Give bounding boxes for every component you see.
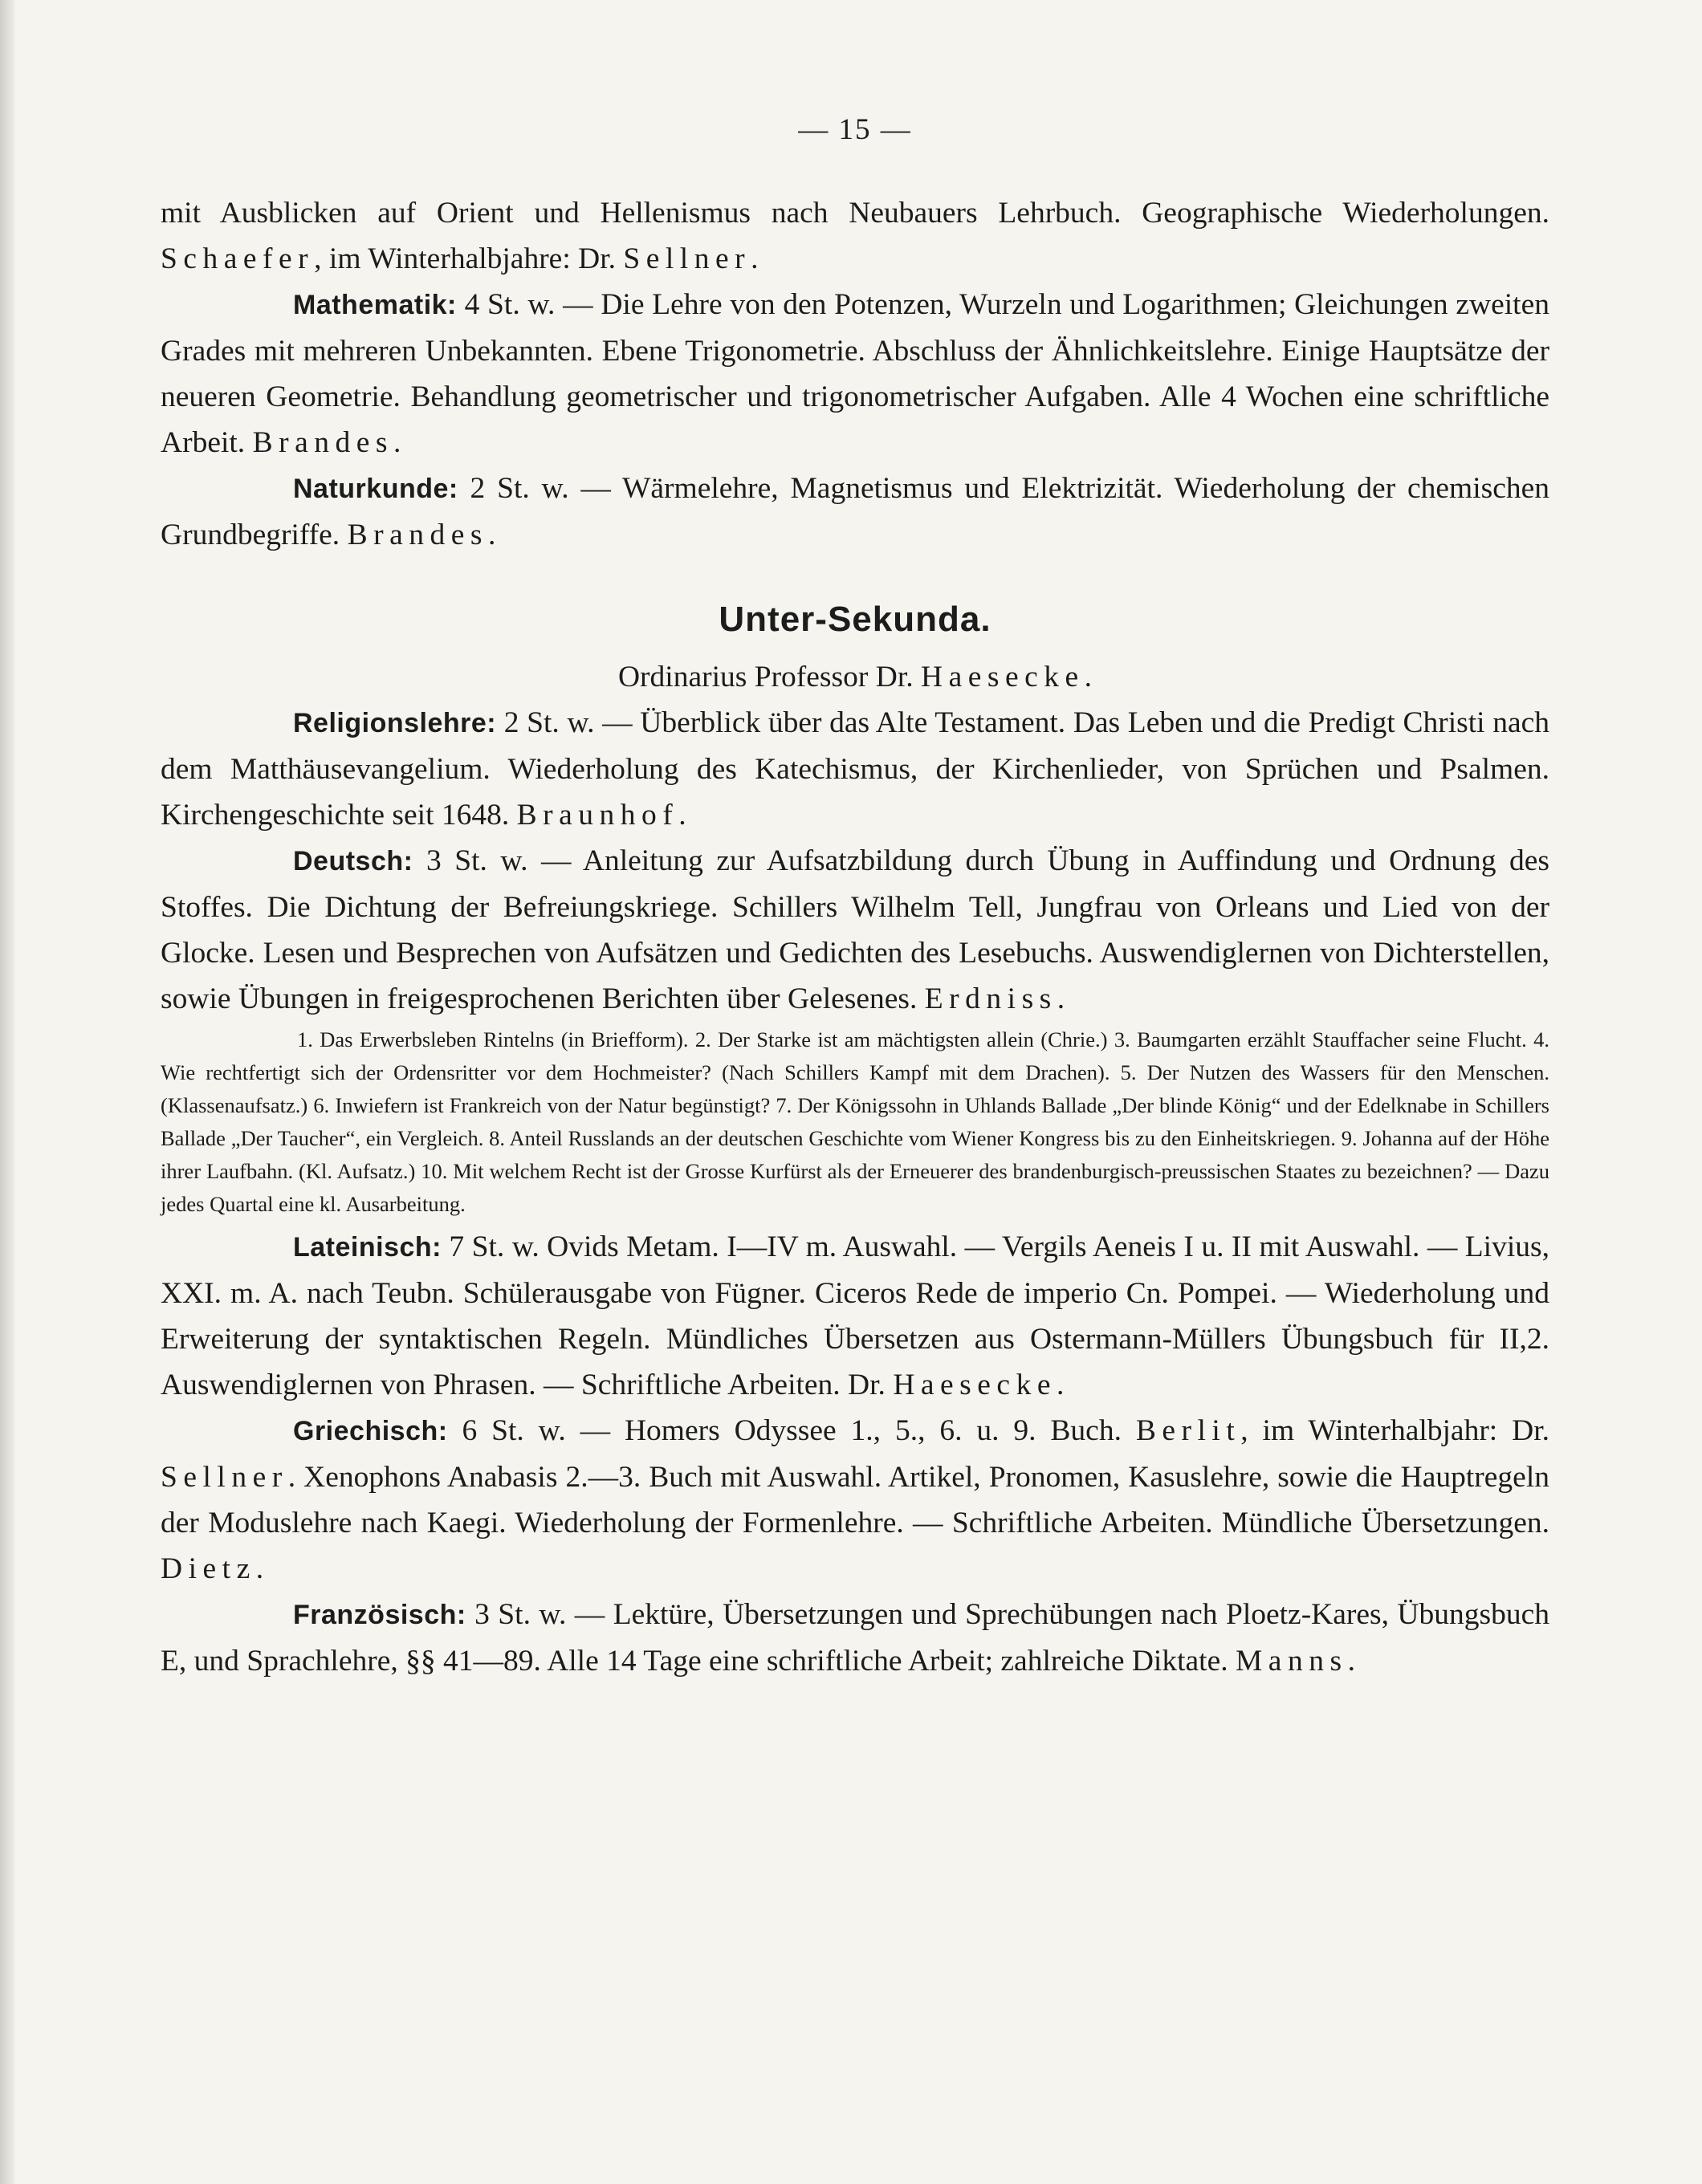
essay-themes-text: 1. Das Erwerbsleben Rintelns (in Briefform). 2. Der Starke ist am mächtigsten allein (Chrie.) 3. Baumgarten erzählt Stauffacher seine Flucht. 4. Wie rechtfertigt sich der Ordensritter vor dem Hochmeister? (Nach Schillers Kampf mit dem Drachen). 5. Der Nutzen des Wassers für den Menschen. (Klassenaufsatz.) 6. Inwiefern ist Frankreich von der Natur begünstigt? 7. Der Königssohn in Uhlands Ballade „Der blinde König“ und der Edelknabe in Schillers Ballade „Der Taucher“, ein Vergleich. 8. Anteil Russlands an der deutschen Geschichte vom Wiener Kongress bis zu den Einheitskriegen. 9. Johanna auf der Höhe ihrer Laufbahn. (Kl. Aufsatz.) 10. Mit welchem Recht ist der Grosse Kurfürst als der Erneuerer des brandenburgisch-preussischen Staates zu bezeichnen? — Dazu jedes Quartal eine kl. Ausarbeitung. [161, 1027, 1549, 1216]
teacher-name: Schaefer [161, 242, 315, 275]
essay-themes [161, 1023, 1549, 1221]
subject-text: 2 St. w. — Überblick über das Alte Testament. Das Leben und die Predigt Christi nach dem Matthäusevangelium. Wiederholung des Katechismus, der Kirchenlieder, von Sprüchen und Psalmen. Kirchengeschichte seit 1648. [161, 706, 1549, 832]
subject-lateinisch: Lateinisch: 7 St. w. Ovids Metam. I—IV m. Auswahl. — Vergils Aeneis I u. II mit Auswahl. — Livius, XXI. m. A. nach Teubn. Schülerausgabe von Fügner. Ciceros Rede de imperio Cn. Pompei. — Wiederholung und Erweiterung der syntaktischen Regeln. Mündliches Übersetzen aus Ostermann-Müllers Übungsbuch für II,2. Auswendiglernen von Phrasen. — Schriftliche Arbeiten. Dr. Haesecke. [161, 1230, 1549, 1401]
teacher-name: Braunhof [516, 799, 679, 832]
subject-label: Religionslehre: [293, 708, 497, 738]
teacher-name: Sellner [161, 1461, 288, 1494]
subject-text: 3 St. w. — Anleitung zur Aufsatzbildung durch Übung in Auffindung und Ordnung des Stoffes. Die Dichtung der Befreiungskriege. Schillers Wilhelm Tell, Jungfrau von Orleans und Lied von der Glocke. Lesen und Besprechen von Aufsätzen und Gedichten des Lesebuchs. Auswendiglernen von Dichterstellen, sowie Übungen in freigesprochenen Berichten über Gelesenes. [161, 844, 1549, 1015]
teacher-name: Haesecke [893, 1369, 1057, 1401]
subject-naturkunde: Naturkunde: 2 St. w. — Wärmelehre, Magnetismus und Elektrizität. Wiederholung der chemischen Grundbegriffe. Brandes. [161, 472, 1549, 551]
section-title: Unter-Sekunda. [719, 600, 991, 639]
scan-edge [0, 0, 14, 2184]
teacher-name: Sellner [623, 242, 751, 275]
subject-label: Französisch: [293, 1600, 466, 1630]
subject-text: 2 St. w. — Wärmelehre, Magnetismus und Elektrizität. Wiederholung der chemischen Grundbegriffe. [161, 472, 1549, 551]
intro-text: mit Ausblicken auf Orient und Hellenismus nach Neubauers Lehrbuch. Geographische Wiederholungen. [161, 197, 1549, 230]
subject-griechisch: Griechisch: 6 St. w. — Homers Odyssee 1., 5., 6. u. 9. Buch. Berlit, im Winterhalbjahr: Dr. Sellner. Xenophons Anabasis 2.—3. Buch mit Auswahl. Artikel, Pronomen, Kasuslehre, sowie die Hauptregeln der Moduslehre nach Kaegi. Wiederholung der Formenlehre. — Schriftliche Arbeiten. Mündliche Übersetzungen. Dietz. [161, 1414, 1549, 1585]
subject-religionslehre: Religionslehre: 2 St. w. — Überblick über das Alte Testament. Das Leben und die Predigt Christi nach dem Matthäusevangelium. Wiederholung des Katechismus, der Kirchenlieder, von Sprüchen und Psalmen. Kirchengeschichte seit 1648. Braunhof. [161, 706, 1549, 832]
subject-franzoesisch: Französisch: 3 St. w. — Lektüre, Übersetzungen und Sprechübungen nach Ploetz-Kares, Übungsbuch E, und Sprachlehre, §§ 41—89. Alle 14 Tage eine schriftliche Arbeit; zahlreiche Diktate. Manns. [161, 1598, 1549, 1678]
teacher-name: Dietz [161, 1552, 256, 1585]
subject-label: Lateinisch: [293, 1232, 442, 1263]
subject-text: 6 St. w. — Homers Odyssee 1., 5., 6. u. 9. Buch. [447, 1414, 1136, 1447]
teacher-name: Brandes [347, 519, 488, 551]
teacher-name: Berlit [1135, 1414, 1241, 1447]
subject-label: Mathematik: [293, 290, 457, 320]
teacher-name: Erdniss [924, 982, 1057, 1015]
subject-text: 4 St. w. — Die Lehre von den Potenzen, Wurzeln und Logarithmen; Gleichungen zweiten Grades mit mehreren Unbekannten. Ebene Trigonometrie. Abschluss der Ähnlichkeitslehre. Einige Hauptsätze der neueren Geometrie. Behandlung geometrischer und trigonometrischer Aufgaben. Alle 4 Wochen eine schriftliche Arbeit. [161, 288, 1549, 459]
subject-text: 3 St. w. — Lektüre, Übersetzungen und Sprechübungen nach Ploetz-Kares, Übungsbuch E, und Sprachlehre, §§ 41—89. Alle 14 Tage eine schriftliche Arbeit; zahlreiche Diktate. [161, 1598, 1549, 1678]
ordinarius-line: Ordinarius Professor Dr. Haesecke. [617, 661, 1093, 693]
subject-text: 7 St. w. Ovids Metam. I—IV m. Auswahl. — Vergils Aeneis I u. II mit Auswahl. — Livius, XXI. m. A. nach Teubn. Schülerausgabe von Fügner. Ciceros Rede de imperio Cn. Pompei. — Wiederholung und Erweiterung der syntaktischen Regeln. Mündliches Übersetzen aus Ostermann-Müllers Übungsbuch für II,2. Auswendiglernen von Phrasen. — Schriftliche Arbeiten. Dr. [161, 1230, 1549, 1401]
teacher-name: Brandes [252, 426, 393, 459]
subject-deutsch: Deutsch: 3 St. w. — Anleitung zur Aufsatzbildung durch Übung in Auffindung und Ordnung des Stoffes. Die Dichtung der Befreiungskriege. Schillers Wilhelm Tell, Jungfrau von Orleans und Lied von der Glocke. Lesen und Besprechen von Aufsätzen und Gedichten des Lesebuchs. Auswendiglernen von Dichterstellen, sowie Übungen in freigesprochenen Berichten über Gelesenes. Erdniss. [161, 844, 1549, 1015]
teacher-name: Manns [1235, 1645, 1348, 1678]
subject-label: Deutsch: [293, 846, 413, 876]
intro-paragraph: mit Ausblicken auf Orient und Hellenismus nach Neubauers Lehrbuch. Geographische Wiederholungen. Schaefer, im Winterhalbjahre: Dr. Sellner. [161, 197, 1549, 275]
subject-label: Griechisch: [293, 1416, 448, 1446]
subject-label: Naturkunde: [293, 474, 458, 504]
subject-mathematik: Mathematik: 4 St. w. — Die Lehre von den Potenzen, Wurzeln und Logarithmen; Gleichungen zweiten Grades mit mehreren Unbekannten. Ebene Trigonometrie. Abschluss der Ähnlichkeitslehre. Einige Hauptsätze der neueren Geometrie. Behandlung geometrischer und trigonometrischer Aufgaben. Alle 4 Wochen eine schriftliche Arbeit. Brandes. [161, 288, 1549, 459]
document-page [161, 112, 1549, 1684]
page-number: — 15 — [798, 113, 912, 146]
ordinarius-name: Haesecke [921, 661, 1085, 693]
